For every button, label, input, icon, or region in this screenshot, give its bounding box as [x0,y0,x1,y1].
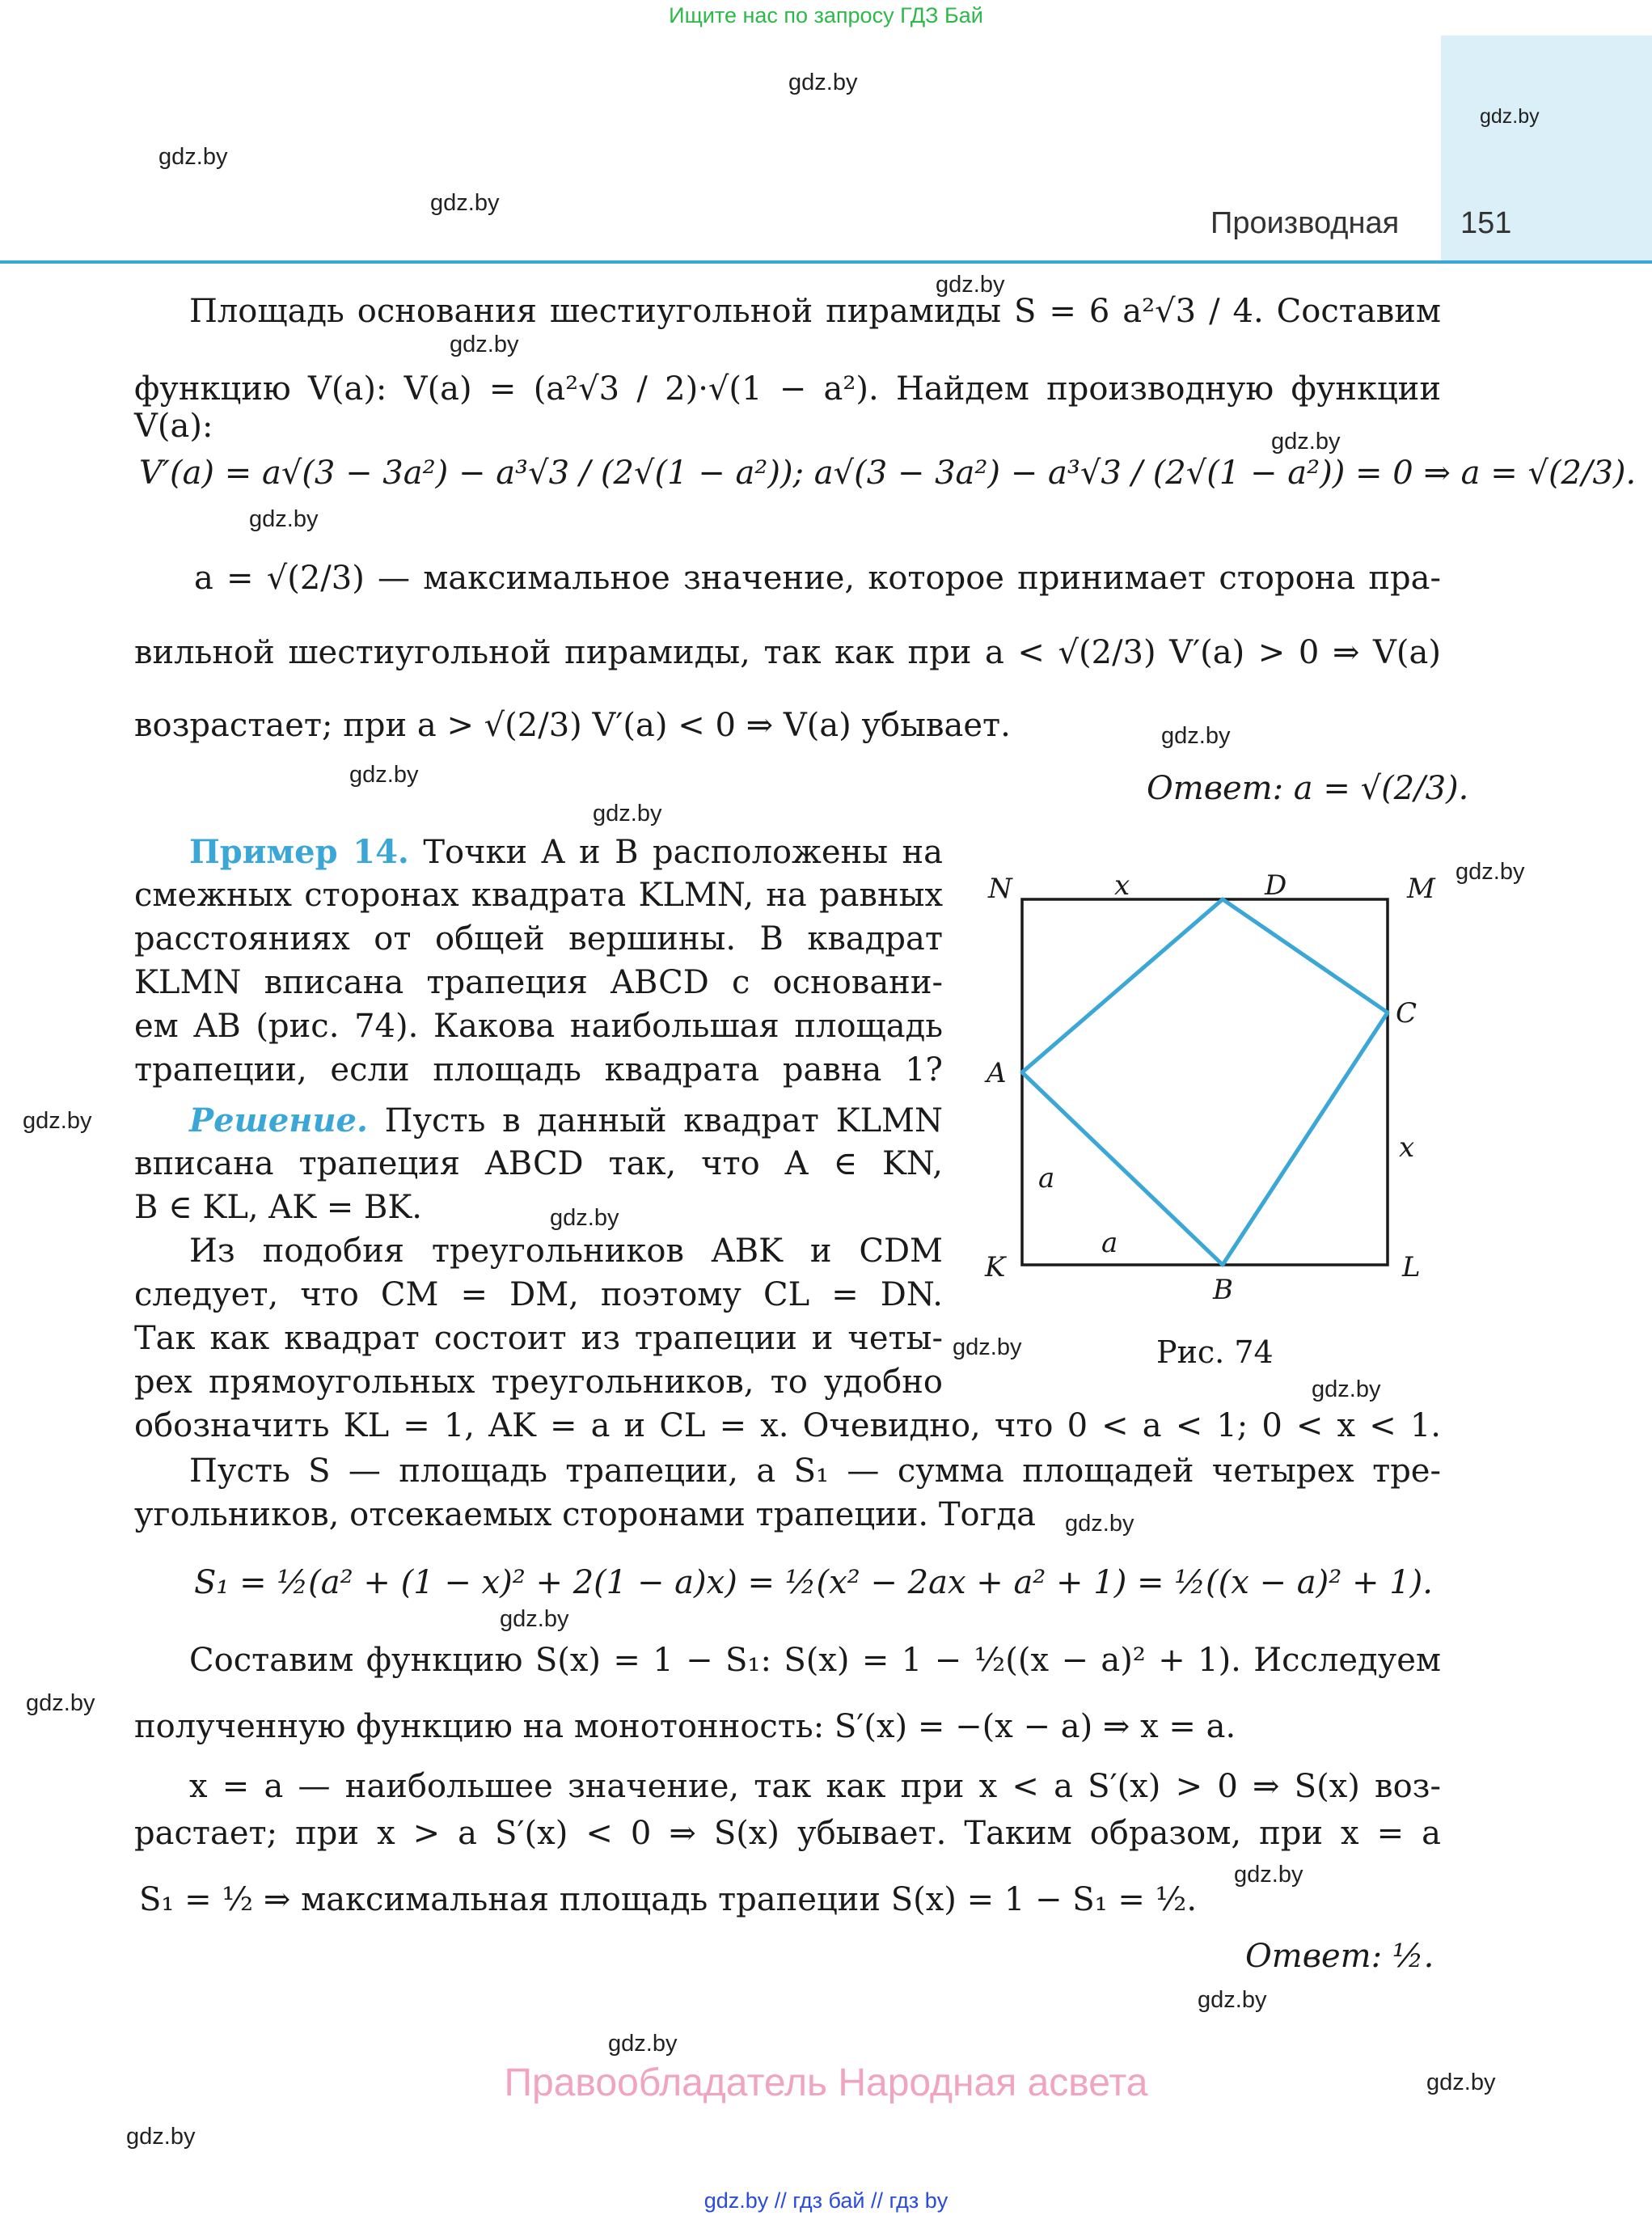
page-number: 151 [1460,206,1512,240]
text-line: полученную функцию на монотонность: S′(x) = −(x − a) ⇒ x = a. [134,1708,1236,1745]
text-line: Площадь основания шестиугольной пирамиды S = 6 a²√3 / 4. Составим [189,293,1441,330]
text-line: вильной шестиугольной пирамиды, так как при a < √(2/3) V′(a) > 0 ⇒ V(a) [134,634,1441,671]
label-m: M [1407,873,1435,905]
text-line: возрастает; при a > √(2/3) V′(a) < 0 ⇒ V(a) убывает. [134,707,1011,744]
label-k: K [985,1251,1006,1283]
watermark: gdz.by [1456,859,1525,885]
watermark: gdz.by [1234,1862,1303,1888]
figure-caption: Рис. 74 [1156,1334,1274,1370]
text-line: угольников, отсекаемых сторонами трапеции. Тогда [134,1496,1037,1533]
label-a-point: A [987,1057,1007,1089]
label-a-bottom: a [1101,1227,1118,1259]
text-line: x = a — наибольшее значение, так как при x < a S′(x) > 0 ⇒ S(x) воз- [189,1768,1441,1805]
watermark: gdz.by [953,1334,1022,1360]
text-line: функцию V(a): V(a) = (a²√3 / 2)·√(1 − a²). Найдем производную функции V(a): [134,370,1441,445]
text-line: трапеции, если площадь квадрата равна 1? [134,1051,943,1089]
watermark: gdz.by [126,2124,196,2150]
label-l: L [1402,1251,1421,1283]
label-x-right: x [1399,1131,1415,1164]
text-line: смежных сторонах квадрата KLMN, на равных [134,877,943,914]
example-label: Пример 14. [189,833,409,871]
top-banner[interactable]: Ищите нас по запросу ГДЗ Бай [669,3,983,27]
label-a-left: a [1038,1162,1055,1194]
watermark: gdz.by [1161,723,1231,749]
watermark: gdz.by [500,1606,569,1632]
watermark: gdz.by [788,70,858,95]
watermark: gdz.by [1426,2070,1496,2095]
watermark: gdz.by [1065,1511,1134,1537]
example-first-line: Пример 14. Точки A и B расположены на [189,833,943,871]
figure-74 [970,849,1456,1302]
watermark: gdz.by [1198,1987,1267,2013]
watermark: gdz.by [936,272,1005,298]
label-x-top: x [1114,869,1130,902]
label-d-point: D [1265,869,1287,902]
answer-line: Ответ: ½. [1245,1938,1434,1975]
formula-line: S₁ = ½(a² + (1 − x)² + 2(1 − a)x) = ½(x² − 2ax + a² + 1) = ½((x − a)² + 1). [194,1564,1433,1601]
square-klmn [1022,899,1388,1265]
watermark: gdz.by [249,506,319,532]
text-line: KLMN вписана трапеция ABCD с основани- [134,964,943,1001]
watermark: gdz.by [23,1108,92,1134]
watermark: gdz.by [550,1205,619,1231]
watermark: gdz.by [593,801,662,827]
solution-label: Решение. [189,1101,368,1139]
watermark: gdz.by [450,332,519,357]
trapezoid-abcd [1022,899,1388,1265]
text-line: растает; при x > a S′(x) < 0 ⇒ S(x) убывает. Таким образом, при x = a [134,1815,1441,1852]
text-line: Из подобия треугольников ABK и CDM [189,1233,943,1270]
header-rule [0,260,1652,264]
text-line: Составим функцию S(x) = 1 − S₁: S(x) = 1 − ½((x − a)² + 1). Исследуем [189,1642,1441,1679]
running-title: Производная [1210,206,1400,240]
text-line: ем AB (рис. 74). Какова наибольшая площадь [134,1008,943,1045]
watermark: gdz.by [158,144,228,170]
text-line: вписана трапеция ABCD так, что A ∈ KN, [134,1145,943,1182]
watermark: gdz.by [608,2031,678,2057]
text-line: рех прямоугольных треугольников, то удобно [134,1364,943,1401]
text-line: расстояниях от общей вершины. В квадрат [134,920,943,958]
answer-line: Ответ: a = √(2/3). [1147,770,1469,807]
watermark: gdz.by [1480,105,1540,128]
solution-first-line: Решение. Пусть в данный квадрат KLMN [189,1101,943,1139]
text-line: Пусть S — площадь трапеции, а S₁ — сумма площадей четырех тре- [189,1452,1441,1490]
watermark: gdz.by [349,762,419,788]
label-n: N [988,873,1012,905]
copyright-notice: Правообладатель Народная асвета [504,2061,1148,2104]
text-line: следует, что CM = DM, поэтому CL = DN. [134,1276,943,1313]
text-line: Так как квадрат состоит из трапеции и четы- [134,1320,943,1357]
footer-links[interactable]: gdz.by // гдз бай // гдз by [703,2188,949,2213]
text-line: B ∈ KL, AK = BK. [134,1189,423,1226]
text-line: обозначить KL = 1, AK = a и CL = x. Очевидно, что 0 < a < 1; 0 < x < 1. [134,1407,1441,1444]
text-line: S₁ = ½ ⇒ максимальная площадь трапеции S(x) = 1 − S₁ = ½. [139,1881,1198,1918]
watermark: gdz.by [1271,429,1341,455]
formula-line: V′(a) = a√(3 − 3a²) − a³√3 / (2√(1 − a²)); a√(3 − 3a²) − a³√3 / (2√(1 − a²)) = 0 ⇒ a = √(2/3). [139,455,1637,492]
label-b-point: B [1213,1274,1233,1302]
watermark: gdz.by [26,1690,95,1716]
text-line: a = √(2/3) — максимальное значение, которое принимает сторона пра- [194,560,1441,597]
label-c-point: C [1396,997,1418,1030]
watermark: gdz.by [430,190,500,216]
watermark: gdz.by [1312,1376,1381,1402]
